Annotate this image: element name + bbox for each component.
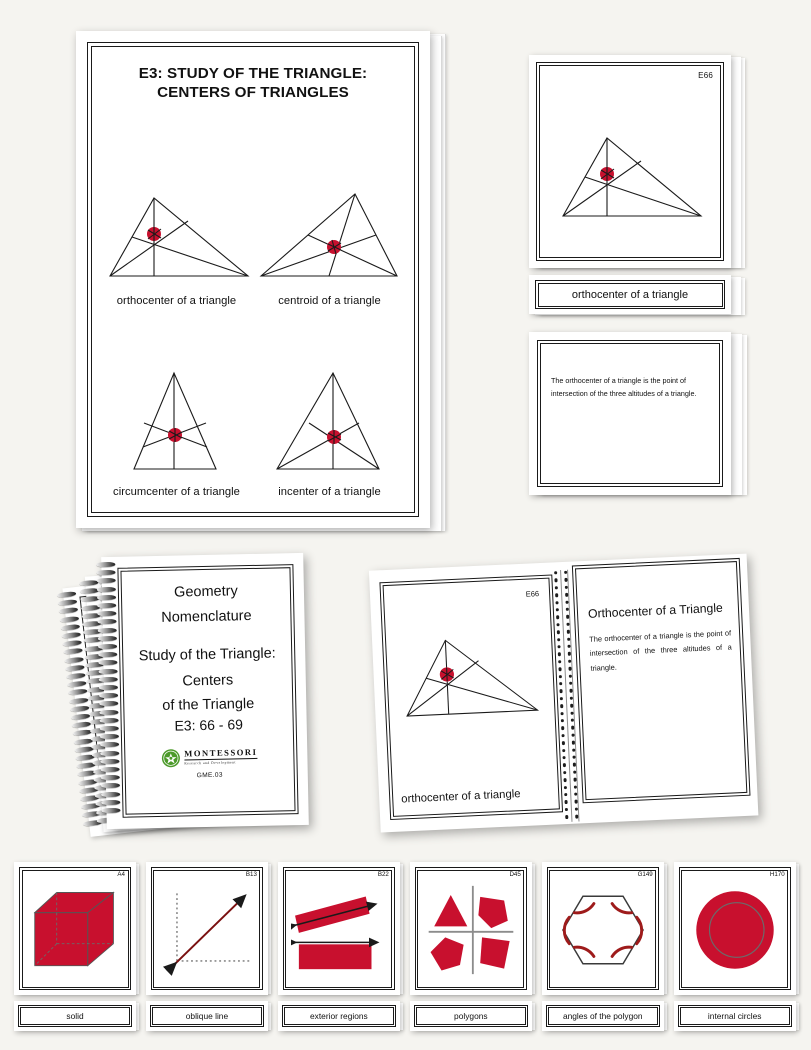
poster-title-line2: CENTERS OF TRIANGLES — [157, 84, 349, 102]
sample-picture-card — [410, 862, 532, 995]
polygons-icon — [425, 884, 517, 976]
booklet-cover-text — [128, 575, 289, 808]
poster-figure-grid — [100, 116, 406, 498]
poster-title — [102, 64, 404, 103]
card-artwork — [685, 875, 785, 984]
page-body-text: The orthocenter of a triangle is the point of intersection of the three altitudes of a triangle. — [589, 628, 732, 673]
card-frame-inner — [540, 343, 720, 484]
card-artwork — [157, 875, 257, 984]
card-label: internal circles — [707, 1011, 762, 1021]
sample-card — [146, 862, 269, 1038]
card-code: E66 — [698, 71, 713, 80]
picture-card-stack — [529, 55, 755, 270]
sample-label-card — [278, 1001, 400, 1031]
sample-label-card — [410, 1001, 532, 1031]
page-heading: Orthocenter of a Triangle — [587, 600, 724, 621]
booklet-code: E3: 66 - 69 — [174, 715, 244, 734]
booklet-line-2: Nomenclature — [161, 607, 252, 626]
figure-orthocenter — [100, 116, 253, 307]
card-code: B13 — [245, 871, 257, 878]
figure-circumcenter — [100, 307, 253, 498]
internal-circles-icon — [691, 886, 779, 974]
sample-label-card — [146, 1001, 268, 1031]
figure-caption: orthocenter of a triangle — [116, 295, 237, 307]
centroid-diagram — [255, 184, 405, 288]
orthocenter-diagram — [395, 617, 542, 733]
page-caption: orthocenter of a triangle — [401, 788, 521, 806]
open-booklet-right-page — [572, 558, 751, 803]
montessori-logo — [131, 746, 287, 768]
orthocenter-diagram — [555, 117, 705, 235]
star-logo-icon — [161, 748, 180, 767]
sample-label-card — [14, 1001, 136, 1031]
sample-card — [542, 862, 665, 1038]
label-card-text: orthocenter of a triangle — [571, 288, 689, 301]
logo-wordmark — [184, 748, 258, 765]
logo-tagline: Research and Development — [184, 760, 237, 766]
page-code: E66 — [525, 589, 540, 599]
card-code: D45 — [509, 871, 521, 878]
circumcenter-diagram — [102, 367, 252, 479]
booklet-item-number: GME.03 — [196, 771, 223, 779]
sample-card — [674, 862, 797, 1038]
sample-picture-card — [146, 862, 268, 995]
figure-caption: incenter of a triangle — [278, 486, 381, 498]
exterior-regions-icon — [291, 887, 387, 973]
sample-picture-card — [542, 862, 664, 995]
booklet-line-4: Centers — [182, 672, 234, 690]
poster-title-line1: E3: STUDY OF THE TRIANGLE: — [138, 65, 368, 82]
figure-caption: centroid of a triangle — [278, 295, 381, 307]
sample-card — [14, 862, 137, 1038]
definition-card-text: The orthocenter of a triangle is the point of intersection of the three altitudes of a triangle. — [551, 376, 697, 399]
page-frame-inner — [575, 561, 747, 800]
definition-card-front — [529, 332, 731, 495]
poster-front-sheet — [76, 31, 430, 528]
card-code: H170 — [769, 871, 785, 878]
card-label: solid — [66, 1011, 84, 1021]
booklet-line-3: Study of the Triangle: — [138, 645, 276, 665]
sample-label-card — [674, 1001, 796, 1031]
card-label: exterior regions — [310, 1011, 368, 1021]
figure-centroid — [253, 116, 406, 307]
label-card-front — [529, 275, 731, 314]
wall-chart-poster — [76, 31, 448, 534]
booklet-line-5: of the Triangle — [162, 696, 255, 715]
card-label: angles of the polygon — [562, 1011, 643, 1021]
sample-card-row — [14, 862, 797, 1038]
card-artwork — [421, 875, 521, 984]
definition-card-stack — [529, 332, 755, 497]
figure-caption: circumcenter of a triangle — [113, 486, 240, 498]
logo-brand-name: MONTESSORI — [184, 747, 258, 759]
sample-label-card — [542, 1001, 664, 1031]
sample-card — [410, 862, 533, 1038]
figure-incenter — [253, 307, 406, 498]
card-artwork — [553, 875, 653, 984]
card-artwork — [289, 875, 389, 984]
oblique-line-icon — [160, 884, 254, 976]
sample-picture-card — [278, 862, 400, 995]
card-code: A4 — [117, 871, 125, 878]
label-card-stack — [529, 275, 755, 317]
open-booklet-left-page — [379, 574, 563, 820]
card-label: polygons — [454, 1011, 488, 1021]
card-code: G149 — [637, 871, 653, 878]
incenter-diagram — [255, 367, 405, 479]
open-booklet-pages — [369, 554, 758, 833]
booklet-cover — [101, 553, 309, 829]
orthocenter-diagram — [102, 184, 252, 288]
picture-card-front — [529, 55, 731, 268]
card-code: B22 — [377, 871, 389, 878]
sample-picture-card — [674, 862, 796, 995]
card-label: oblique line — [185, 1011, 229, 1021]
booklet-line-1: Geometry — [173, 583, 238, 601]
spiral-booklet — [72, 552, 354, 844]
card-artwork — [25, 875, 125, 984]
sample-picture-card — [14, 862, 136, 995]
hexagon-angles-icon — [557, 889, 649, 971]
sample-card — [278, 862, 401, 1038]
open-booklet — [363, 547, 768, 854]
cube-icon — [29, 887, 121, 973]
